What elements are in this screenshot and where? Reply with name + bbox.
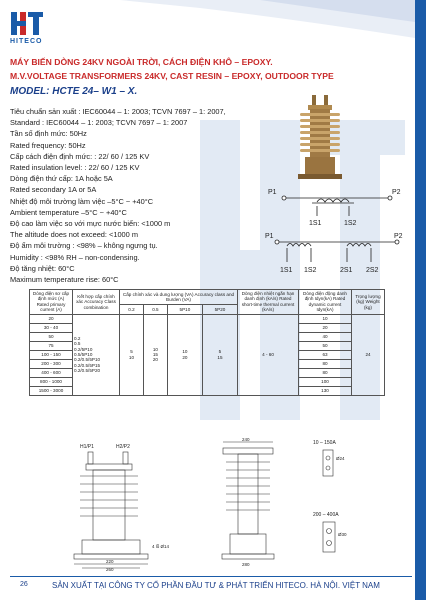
spec-line: Độ tăng nhiệt: 60°C	[10, 263, 75, 273]
spec-line: Dòng điện thứ cấp: 1A hoặc 5A	[10, 174, 113, 184]
th-class-0-5: 0.5	[143, 305, 167, 314]
diagram-label-2s1: 2S1	[340, 267, 353, 274]
cell-weight: 24	[352, 314, 385, 395]
diagram-label-1s1: 1S1	[309, 220, 322, 227]
brand-name: HITECO	[10, 38, 43, 45]
winding-diagram	[262, 180, 412, 278]
spec-line: Độ cao làm việc so với mực nước biển: <1000 m	[10, 219, 171, 229]
cell-current: 400 - 600	[30, 368, 73, 377]
spec-line: Maximum temperature rise: 60°C	[10, 275, 119, 285]
cell-thermal: 4 - 60	[238, 314, 299, 395]
label-dia-1: Ø24	[336, 456, 345, 461]
spec-table	[29, 289, 385, 396]
spec-line: Humidity : <98% RH – non-condensing.	[10, 252, 140, 262]
label-d260: 260	[106, 567, 114, 571]
footer-text: SẢN XUẤT TẠI CÔNG TY CỔ PHẦN ĐẦU TƯ & PHÁT TRIỂN HITECO. HÀ NỘI. VIỆT NAM	[52, 581, 380, 590]
title-english: M.V.VOLTAGE TRANSFORMERS 24KV, CAST RESIN – EPOXY, OUTDOOR TYPE	[10, 71, 334, 81]
label-h1p1: H1/P1	[80, 444, 94, 450]
diagram-label-2s2: 2S2	[366, 267, 379, 274]
th-thermal-current: Dòng điện nhiệt ngắn hạn danh định (kA/s) Rated short-time thermal current (kA/s)	[238, 290, 299, 315]
label-dia-2: Ø30	[338, 532, 347, 537]
cell-current: 100 - 150	[30, 350, 73, 359]
label-h2p2: H2/P2	[116, 444, 130, 450]
label-range-2: 200 – 400A	[313, 512, 339, 518]
spec-line: Nhiệt độ môi trường làm việc –5°C ~ +40°C	[10, 196, 154, 206]
cell-dynamic: 100	[299, 377, 352, 386]
cell-current: 30 - 40	[30, 323, 73, 332]
spec-line: Rated insulation level: : 22/ 60 / 125 KV	[10, 163, 140, 173]
spec-line: Độ ẩm môi trường : <98% – không ngưng tụ.	[10, 241, 158, 251]
header-decoration	[0, 0, 415, 52]
label-d280: 280	[242, 562, 250, 567]
spec-line: Rated frequency: 50Hz	[10, 140, 86, 150]
spec-line: Ambient temperature –5°C ~ +40°C	[10, 207, 127, 217]
cell-dynamic: 10	[299, 314, 352, 323]
page-number: 26	[20, 581, 28, 588]
cell-dynamic: 63	[299, 350, 352, 359]
label-holes: 4 lỗ Ø14	[152, 544, 170, 549]
diagram-label-p1-b: P1	[265, 233, 274, 240]
th-class-5p20: 5P20	[202, 305, 237, 314]
th-rated-current: Dòng điện sơ cấp định mức (A) Rated primary current (A)	[30, 290, 73, 315]
cell-burden-0-2: 5 10	[120, 314, 144, 395]
cell-current: 75	[30, 341, 73, 350]
cell-combinations: 0.2 0.5 0.2/5P10 0.5/5P10 0.2/0.5/5P10 0.2/0.5/5P15 0.2/0.5/5P20	[73, 314, 120, 395]
label-d220: 220	[106, 559, 114, 564]
th-class-0-2: 0.2	[120, 305, 144, 314]
cell-dynamic: 50	[299, 341, 352, 350]
cell-current: 20	[30, 314, 73, 323]
th-dynamic-current: Dòng điện động danh định Idyn(kA) Rated dynamic current Idyn(kA)	[299, 290, 352, 315]
cell-burden-5p10: 10 20	[167, 314, 202, 395]
spec-line: Cấp cách điện định mức: : 22/ 60 / 125 KV	[10, 151, 150, 161]
diagram-label-p2-b: P2	[394, 233, 403, 240]
cell-dynamic: 40	[299, 332, 352, 341]
label-d240: 240	[242, 437, 250, 442]
cell-dynamic: 80	[299, 368, 352, 377]
spec-line: Tần số định mức: 50Hz	[10, 129, 87, 139]
diagram-label-p2: P2	[392, 189, 401, 196]
right-accent-bar	[415, 0, 426, 600]
spec-line: Rated secondary 1A or 5A	[10, 185, 97, 195]
spec-line: Tiêu chuẩn sản xuất : IEC60044 – 1: 2003; TCVN 7697 – 1: 2007,	[10, 107, 226, 116]
spec-table-wrap	[29, 289, 385, 427]
hiteco-logo-icon	[10, 10, 44, 37]
cell-burden-5p20: 5 15	[202, 314, 237, 395]
cell-dynamic: 20	[299, 323, 352, 332]
diagram-label-1s1-b: 1S1	[280, 267, 293, 274]
th-weight: Trọng lượng (kg) Weight (kg)	[352, 290, 385, 315]
cell-dynamic: 130	[299, 386, 352, 395]
cell-burden-0-5: 10 15 20	[143, 314, 167, 395]
cell-dynamic: 80	[299, 359, 352, 368]
diagram-label-p1: P1	[268, 189, 277, 196]
th-accuracy-combination: Kết hợp cấp chính xác Accuracy Class combination	[73, 290, 120, 315]
label-range-1: 10 – 150A	[313, 440, 336, 446]
transformer-photo	[290, 95, 350, 180]
spec-line: Standard : IEC60044 – 1: 2003; TCVN 7697 – 1: 2007	[10, 118, 188, 128]
cell-current: 200 - 300	[30, 359, 73, 368]
cell-current: 1500 - 3000	[30, 386, 73, 395]
spec-list	[10, 106, 290, 285]
cell-current: 800 - 1000	[30, 377, 73, 386]
diagram-label-1s2-b: 1S2	[304, 267, 317, 274]
dimension-drawing	[18, 436, 408, 571]
spec-line: The altitude does not exceed: <1000 m	[10, 230, 138, 240]
footer-divider	[10, 576, 412, 577]
title-vietnamese: MÁY BIẾN DÒNG 24KV NGOÀI TRỜI, CÁCH ĐIỆN KHÔ – EPOXY.	[10, 57, 273, 67]
cell-current: 50	[30, 332, 73, 341]
model-label: MODEL: HCTE 24– W1 – X.	[10, 86, 138, 97]
diagram-label-1s2: 1S2	[344, 220, 357, 227]
th-accuracy-burden: Cấp chính xác và dung lượng (VA) Accuracy class and Burden (VA)	[120, 290, 238, 305]
th-class-5p10: 5P10	[167, 305, 202, 314]
